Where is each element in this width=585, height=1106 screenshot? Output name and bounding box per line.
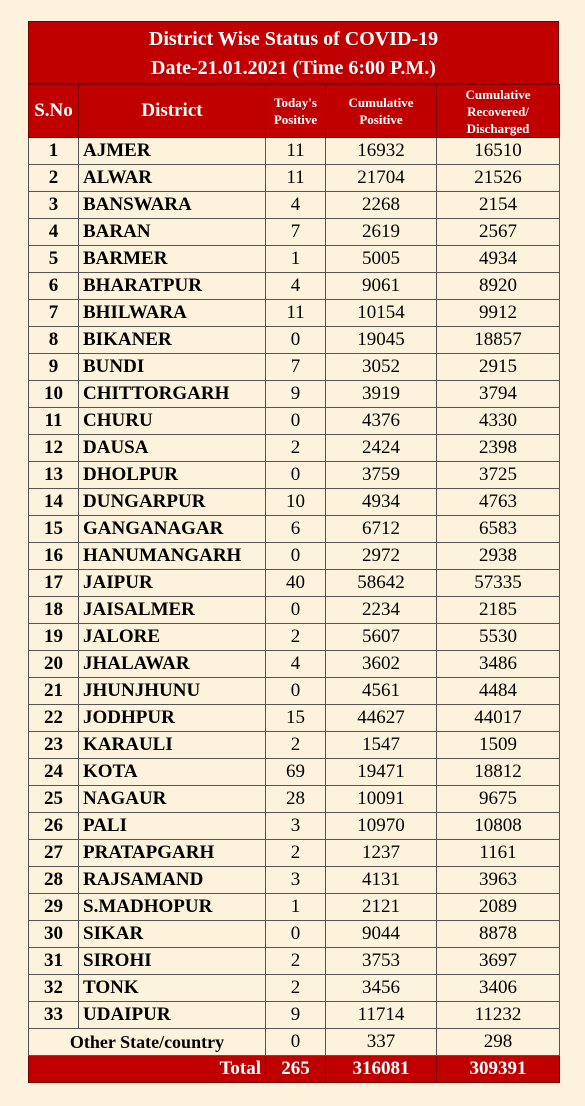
table-row — [29, 570, 560, 597]
row-todays-positive: 7 — [266, 219, 326, 246]
row-district: AJMER — [79, 138, 266, 165]
row-district: BANSWARA — [79, 192, 266, 219]
table-row — [29, 246, 560, 273]
row-sno: 28 — [29, 867, 79, 894]
table-row — [29, 975, 560, 1002]
row-todays-positive: 3 — [266, 813, 326, 840]
title-line-2: Date-21.01.2021 (Time 6:00 P.M.) — [151, 57, 436, 79]
row-district: BHILWARA — [79, 300, 266, 327]
row-cumulative-positive: 4561 — [326, 678, 437, 705]
table-row — [29, 921, 560, 948]
table-row — [29, 138, 560, 165]
table-row — [29, 813, 560, 840]
row-cumulative-positive: 2972 — [326, 543, 437, 570]
row-cumulative-positive: 1547 — [326, 732, 437, 759]
row-sno: 1 — [29, 138, 79, 165]
header-todays-positive — [266, 85, 326, 138]
table-row — [29, 948, 560, 975]
row-cumulative-recovered: 3406 — [437, 975, 560, 1002]
row-district: JAIPUR — [79, 570, 266, 597]
row-sno: 16 — [29, 543, 79, 570]
row-cumulative-recovered: 4484 — [437, 678, 560, 705]
table-row — [29, 624, 560, 651]
row-cumulative-recovered: 1161 — [437, 840, 560, 867]
row-district: DHOLPUR — [79, 462, 266, 489]
other-body — [29, 1029, 560, 1056]
row-district: PALI — [79, 813, 266, 840]
other-cum-positive: 337 — [326, 1029, 437, 1056]
row-district: CHURU — [79, 408, 266, 435]
header-cumulative-positive — [326, 85, 437, 138]
row-sno: 26 — [29, 813, 79, 840]
row-district: CHITTORGARH — [79, 381, 266, 408]
other-state-row — [29, 1029, 560, 1056]
row-sno: 9 — [29, 354, 79, 381]
row-cumulative-recovered: 2185 — [437, 597, 560, 624]
row-district: NAGAUR — [79, 786, 266, 813]
row-todays-positive: 28 — [266, 786, 326, 813]
row-todays-positive: 2 — [266, 975, 326, 1002]
row-cumulative-positive: 58642 — [326, 570, 437, 597]
row-district: S.MADHOPUR — [79, 894, 266, 921]
header-sno: S.No — [29, 85, 79, 138]
row-todays-positive: 9 — [266, 1002, 326, 1029]
row-cumulative-recovered: 57335 — [437, 570, 560, 597]
other-today: 0 — [266, 1029, 326, 1056]
row-cumulative-recovered: 18812 — [437, 759, 560, 786]
row-district: UDAIPUR — [79, 1002, 266, 1029]
row-district: TONK — [79, 975, 266, 1002]
row-todays-positive: 11 — [266, 300, 326, 327]
row-cumulative-recovered: 2915 — [437, 354, 560, 381]
row-todays-positive: 0 — [266, 597, 326, 624]
row-sno: 22 — [29, 705, 79, 732]
table-row — [29, 381, 560, 408]
row-district: BHARATPUR — [79, 273, 266, 300]
row-cumulative-positive: 5607 — [326, 624, 437, 651]
row-sno: 27 — [29, 840, 79, 867]
row-sno: 4 — [29, 219, 79, 246]
row-cumulative-positive: 21704 — [326, 165, 437, 192]
row-todays-positive: 11 — [266, 138, 326, 165]
row-district: KARAULI — [79, 732, 266, 759]
row-sno: 14 — [29, 489, 79, 516]
table-row — [29, 300, 560, 327]
row-cumulative-positive: 6712 — [326, 516, 437, 543]
row-todays-positive: 0 — [266, 462, 326, 489]
table-row — [29, 462, 560, 489]
total-row — [29, 1056, 560, 1083]
row-sno: 15 — [29, 516, 79, 543]
header-text: Positive — [273, 112, 318, 127]
row-cumulative-positive: 3052 — [326, 354, 437, 381]
row-cumulative-positive: 44627 — [326, 705, 437, 732]
row-cumulative-recovered: 18857 — [437, 327, 560, 354]
row-todays-positive: 69 — [266, 759, 326, 786]
row-district: SIKAR — [79, 921, 266, 948]
other-state-label: Other State/country — [29, 1029, 266, 1056]
table-row — [29, 435, 560, 462]
row-cumulative-recovered: 8878 — [437, 921, 560, 948]
row-cumulative-recovered: 4330 — [437, 408, 560, 435]
row-sno: 5 — [29, 246, 79, 273]
row-cumulative-recovered: 44017 — [437, 705, 560, 732]
row-district: BARAN — [79, 219, 266, 246]
district-table — [28, 84, 560, 1083]
row-todays-positive: 3 — [266, 867, 326, 894]
row-sno: 18 — [29, 597, 79, 624]
row-cumulative-recovered: 2398 — [437, 435, 560, 462]
row-sno: 33 — [29, 1002, 79, 1029]
row-sno: 3 — [29, 192, 79, 219]
table-row — [29, 408, 560, 435]
row-todays-positive: 0 — [266, 678, 326, 705]
row-district: GANGANAGAR — [79, 516, 266, 543]
table-row — [29, 894, 560, 921]
row-sno: 10 — [29, 381, 79, 408]
row-cumulative-positive: 10154 — [326, 300, 437, 327]
row-sno: 24 — [29, 759, 79, 786]
table-body — [29, 138, 560, 1029]
row-cumulative-positive: 16932 — [326, 138, 437, 165]
header-text: Cumulative — [465, 86, 531, 102]
row-district: JALORE — [79, 624, 266, 651]
row-sno: 20 — [29, 651, 79, 678]
table-row — [29, 867, 560, 894]
row-cumulative-recovered: 4934 — [437, 246, 560, 273]
row-todays-positive: 1 — [266, 894, 326, 921]
row-district: SIROHI — [79, 948, 266, 975]
row-sno: 7 — [29, 300, 79, 327]
row-district: DUNGARPUR — [79, 489, 266, 516]
header-cumulative-recovered — [437, 85, 560, 138]
row-district: RAJSAMAND — [79, 867, 266, 894]
table-row — [29, 651, 560, 678]
row-todays-positive: 0 — [266, 327, 326, 354]
row-cumulative-recovered: 1509 — [437, 732, 560, 759]
table-row — [29, 840, 560, 867]
header-text: Cumulative — [348, 95, 414, 110]
row-todays-positive: 2 — [266, 948, 326, 975]
row-cumulative-positive: 4376 — [326, 408, 437, 435]
row-sno: 29 — [29, 894, 79, 921]
table-row — [29, 543, 560, 570]
row-sno: 21 — [29, 678, 79, 705]
row-todays-positive: 15 — [266, 705, 326, 732]
row-district: HANUMANGARH — [79, 543, 266, 570]
row-todays-positive: 10 — [266, 489, 326, 516]
row-cumulative-positive: 19471 — [326, 759, 437, 786]
row-district: DAUSA — [79, 435, 266, 462]
row-cumulative-positive: 1237 — [326, 840, 437, 867]
row-sno: 25 — [29, 786, 79, 813]
row-todays-positive: 0 — [266, 921, 326, 948]
row-cumulative-positive: 2268 — [326, 192, 437, 219]
row-cumulative-positive: 11714 — [326, 1002, 437, 1029]
row-todays-positive: 6 — [266, 516, 326, 543]
row-cumulative-positive: 3456 — [326, 975, 437, 1002]
row-cumulative-positive: 19045 — [326, 327, 437, 354]
row-cumulative-recovered: 3963 — [437, 867, 560, 894]
row-cumulative-recovered: 10808 — [437, 813, 560, 840]
row-sno: 13 — [29, 462, 79, 489]
row-district: JHUNJHUNU — [79, 678, 266, 705]
other-cum-recovered: 298 — [437, 1029, 560, 1056]
row-cumulative-recovered: 4763 — [437, 489, 560, 516]
table-row — [29, 732, 560, 759]
row-todays-positive: 0 — [266, 408, 326, 435]
status-report — [28, 21, 559, 1083]
table-row — [29, 1002, 560, 1029]
row-district: BARMER — [79, 246, 266, 273]
row-district: KOTA — [79, 759, 266, 786]
table-row — [29, 273, 560, 300]
row-cumulative-recovered: 6583 — [437, 516, 560, 543]
row-sno: 30 — [29, 921, 79, 948]
row-sno: 8 — [29, 327, 79, 354]
row-cumulative-recovered: 2154 — [437, 192, 560, 219]
header-text: Today's — [274, 95, 317, 110]
header-text: Discharged — [466, 120, 530, 136]
row-sno: 11 — [29, 408, 79, 435]
row-cumulative-recovered: 9675 — [437, 786, 560, 813]
row-cumulative-positive: 3759 — [326, 462, 437, 489]
row-sno: 31 — [29, 948, 79, 975]
row-cumulative-positive: 2121 — [326, 894, 437, 921]
row-cumulative-recovered: 16510 — [437, 138, 560, 165]
row-cumulative-positive: 10091 — [326, 786, 437, 813]
row-cumulative-recovered: 5530 — [437, 624, 560, 651]
table-row — [29, 165, 560, 192]
row-todays-positive: 4 — [266, 651, 326, 678]
table-row — [29, 327, 560, 354]
row-cumulative-positive: 4934 — [326, 489, 437, 516]
row-sno: 17 — [29, 570, 79, 597]
table-row — [29, 678, 560, 705]
row-todays-positive: 0 — [266, 543, 326, 570]
row-todays-positive: 7 — [266, 354, 326, 381]
header-text: Positive — [359, 112, 403, 127]
table-row — [29, 759, 560, 786]
header-row — [29, 85, 560, 138]
table-row — [29, 597, 560, 624]
row-cumulative-recovered: 9912 — [437, 300, 560, 327]
row-cumulative-positive: 2234 — [326, 597, 437, 624]
row-cumulative-positive: 3602 — [326, 651, 437, 678]
table-row — [29, 192, 560, 219]
table-row — [29, 786, 560, 813]
row-district: BUNDI — [79, 354, 266, 381]
total-cum-recovered: 309391 — [437, 1056, 560, 1083]
table-row — [29, 219, 560, 246]
row-cumulative-recovered: 3697 — [437, 948, 560, 975]
row-cumulative-positive: 5005 — [326, 246, 437, 273]
total-label: Total — [29, 1056, 266, 1083]
row-todays-positive: 40 — [266, 570, 326, 597]
title-line-1: District Wise Status of COVID-19 — [148, 28, 439, 50]
row-todays-positive: 2 — [266, 732, 326, 759]
total-cum-positive: 316081 — [326, 1056, 437, 1083]
row-sno: 2 — [29, 165, 79, 192]
row-todays-positive: 1 — [266, 246, 326, 273]
row-district: PRATAPGARH — [79, 840, 266, 867]
row-sno: 19 — [29, 624, 79, 651]
row-district: JODHPUR — [79, 705, 266, 732]
row-sno: 12 — [29, 435, 79, 462]
table-row — [29, 354, 560, 381]
row-sno: 6 — [29, 273, 79, 300]
row-district: ALWAR — [79, 165, 266, 192]
row-todays-positive: 2 — [266, 435, 326, 462]
row-cumulative-positive: 3919 — [326, 381, 437, 408]
row-cumulative-recovered: 3486 — [437, 651, 560, 678]
row-cumulative-recovered: 8920 — [437, 273, 560, 300]
table-row — [29, 705, 560, 732]
row-cumulative-positive: 4131 — [326, 867, 437, 894]
row-cumulative-recovered: 2938 — [437, 543, 560, 570]
row-cumulative-recovered: 2567 — [437, 219, 560, 246]
header-district: District — [79, 85, 266, 138]
header-text: Recovered/ — [467, 103, 529, 119]
row-district: JAISALMER — [79, 597, 266, 624]
row-todays-positive: 4 — [266, 192, 326, 219]
row-todays-positive: 2 — [266, 624, 326, 651]
table-row — [29, 516, 560, 543]
row-todays-positive: 11 — [266, 165, 326, 192]
row-todays-positive: 2 — [266, 840, 326, 867]
row-cumulative-positive: 2619 — [326, 219, 437, 246]
row-sno: 32 — [29, 975, 79, 1002]
row-cumulative-positive: 10970 — [326, 813, 437, 840]
report-title — [28, 21, 559, 84]
row-cumulative-recovered: 3794 — [437, 381, 560, 408]
row-todays-positive: 4 — [266, 273, 326, 300]
total-today: 265 — [266, 1056, 326, 1083]
row-cumulative-recovered: 11232 — [437, 1002, 560, 1029]
row-cumulative-positive: 9044 — [326, 921, 437, 948]
row-cumulative-recovered: 21526 — [437, 165, 560, 192]
row-cumulative-recovered: 3725 — [437, 462, 560, 489]
row-cumulative-positive: 2424 — [326, 435, 437, 462]
row-cumulative-positive: 9061 — [326, 273, 437, 300]
row-district: BIKANER — [79, 327, 266, 354]
row-cumulative-positive: 3753 — [326, 948, 437, 975]
row-todays-positive: 9 — [266, 381, 326, 408]
table-row — [29, 489, 560, 516]
row-sno: 23 — [29, 732, 79, 759]
row-cumulative-recovered: 2089 — [437, 894, 560, 921]
row-district: JHALAWAR — [79, 651, 266, 678]
